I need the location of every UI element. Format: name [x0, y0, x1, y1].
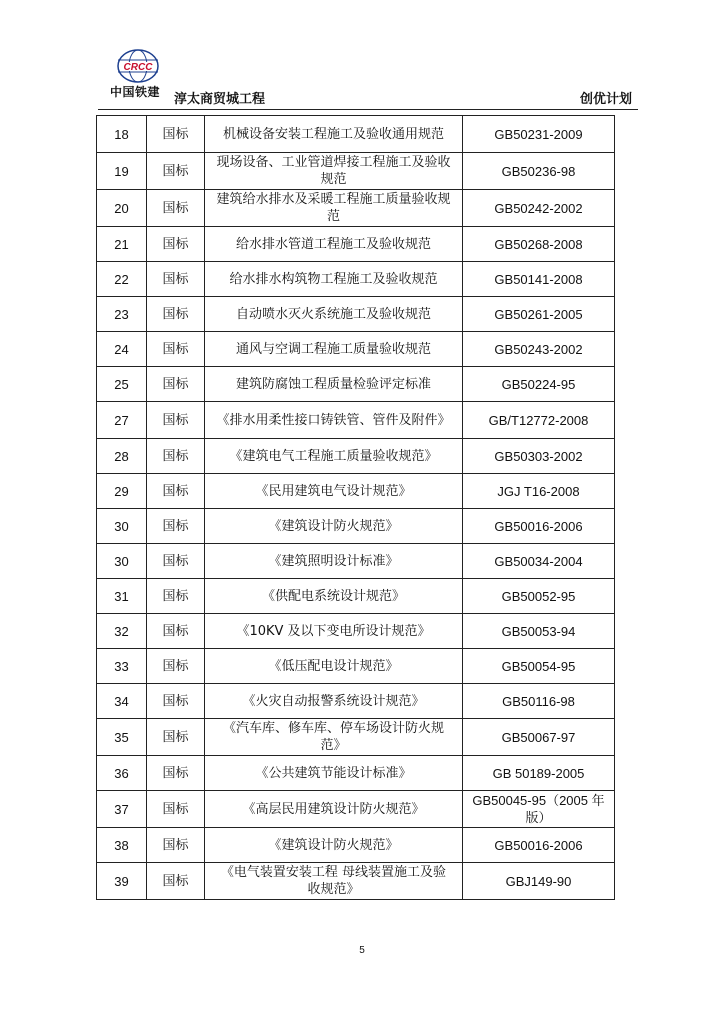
- standard-name: 《供配电系统设计规范》: [205, 579, 463, 614]
- standard-level: 国标: [147, 116, 205, 153]
- row-number: 29: [97, 474, 147, 509]
- standard-name: 《建筑电气工程施工质量验收规范》: [205, 439, 463, 474]
- crcc-logo-icon: [108, 46, 172, 86]
- table-row: [97, 439, 615, 474]
- standard-code: GB50016-2006: [463, 828, 615, 863]
- table-row: [97, 227, 615, 262]
- table-row: [97, 153, 615, 190]
- row-number: 20: [97, 190, 147, 227]
- standard-level: 国标: [147, 297, 205, 332]
- row-number: 31: [97, 579, 147, 614]
- table-row: [97, 262, 615, 297]
- standard-level: 国标: [147, 756, 205, 791]
- standard-name: 机械设备安装工程施工及验收通用规范: [205, 116, 463, 153]
- table-row: [97, 756, 615, 791]
- standard-name: 《电气装置安装工程 母线装置施工及验收规范》: [205, 863, 463, 900]
- standard-code: GB50236-98: [463, 153, 615, 190]
- standard-name: 《民用建筑电气设计规范》: [205, 474, 463, 509]
- document-title: 创优计划: [579, 92, 632, 107]
- standard-code: GB/T12772-2008: [463, 402, 615, 439]
- row-number: 23: [97, 297, 147, 332]
- standard-code: GB50303-2002: [463, 439, 615, 474]
- standard-code: GB50054-95: [463, 649, 615, 684]
- standard-level: 国标: [147, 332, 205, 367]
- row-number: 19: [97, 153, 147, 190]
- standard-level: 国标: [147, 439, 205, 474]
- table-row: [97, 863, 615, 900]
- row-number: 28: [97, 439, 147, 474]
- standard-name: 通风与空调工程施工质量验收规范: [205, 332, 463, 367]
- table-row: [97, 828, 615, 863]
- table-row: [97, 791, 615, 828]
- standard-level: 国标: [147, 153, 205, 190]
- page-number: 5: [359, 945, 365, 956]
- table-row: [97, 544, 615, 579]
- standard-level: 国标: [147, 402, 205, 439]
- standard-code: GB50261-2005: [463, 297, 615, 332]
- row-number: 35: [97, 719, 147, 756]
- row-number: 33: [97, 649, 147, 684]
- standard-level: 国标: [147, 791, 205, 828]
- table-row: [97, 116, 615, 153]
- standard-level: 国标: [147, 649, 205, 684]
- standard-code: GBJ149-90: [463, 863, 615, 900]
- standard-code: GB50231-2009: [463, 116, 615, 153]
- standard-code: GB50141-2008: [463, 262, 615, 297]
- standard-code: GB50016-2006: [463, 509, 615, 544]
- standard-name: 《10KV 及以下变电所设计规范》: [205, 614, 463, 649]
- row-number: 34: [97, 684, 147, 719]
- standard-name: 《公共建筑节能设计标准》: [205, 756, 463, 791]
- row-number: 37: [97, 791, 147, 828]
- standard-code: GB50034-2004: [463, 544, 615, 579]
- standard-level: 国标: [147, 227, 205, 262]
- row-number: 22: [97, 262, 147, 297]
- row-number: 36: [97, 756, 147, 791]
- standard-name: 建筑给水排水及采暖工程施工质量验收规范: [205, 190, 463, 227]
- row-number: 25: [97, 367, 147, 402]
- standard-name: 《建筑设计防火规范》: [205, 509, 463, 544]
- table-row: [97, 367, 615, 402]
- standard-level: 国标: [147, 262, 205, 297]
- standard-code: GB50116-98: [463, 684, 615, 719]
- table-row: [97, 579, 615, 614]
- standard-level: 国标: [147, 474, 205, 509]
- company-name: 中国铁建: [110, 85, 161, 99]
- standard-name: 建筑防腐蚀工程质量检验评定标准: [205, 367, 463, 402]
- standard-code: GB50224-95: [463, 367, 615, 402]
- standard-code: GB50243-2002: [463, 332, 615, 367]
- row-number: 21: [97, 227, 147, 262]
- standard-level: 国标: [147, 863, 205, 900]
- standard-name: 《火灾自动报警系统设计规范》: [205, 684, 463, 719]
- standards-table-body: [97, 116, 615, 900]
- table-row: [97, 402, 615, 439]
- standard-code: JGJ T16-2008: [463, 474, 615, 509]
- standard-name: 给水排水构筑物工程施工及验收规范: [205, 262, 463, 297]
- table-row: [97, 509, 615, 544]
- standard-name: 《建筑照明设计标准》: [205, 544, 463, 579]
- table-row: [97, 649, 615, 684]
- row-number: 39: [97, 863, 147, 900]
- row-number: 30: [97, 509, 147, 544]
- row-number: 30: [97, 544, 147, 579]
- standard-name: 现场设备、工业管道焊接工程施工及验收规范: [205, 153, 463, 190]
- standard-name: 《建筑设计防火规范》: [205, 828, 463, 863]
- standard-name: 给水排水管道工程施工及验收规范: [205, 227, 463, 262]
- standard-code: GB50067-97: [463, 719, 615, 756]
- standard-level: 国标: [147, 719, 205, 756]
- standard-level: 国标: [147, 190, 205, 227]
- standard-code: GB50268-2008: [463, 227, 615, 262]
- standard-level: 国标: [147, 684, 205, 719]
- row-number: 32: [97, 614, 147, 649]
- standard-name: 《低压配电设计规范》: [205, 649, 463, 684]
- table-row: [97, 614, 615, 649]
- standard-name: 《高层民用建筑设计防火规范》: [205, 791, 463, 828]
- standards-table: [96, 115, 615, 900]
- table-row: [97, 332, 615, 367]
- header-divider: [98, 109, 638, 110]
- row-number: 18: [97, 116, 147, 153]
- table-row: [97, 474, 615, 509]
- standard-name: 《排水用柔性接口铸铁管、管件及附件》: [205, 402, 463, 439]
- logo-mark: CRCC: [123, 62, 153, 73]
- standard-level: 国标: [147, 579, 205, 614]
- standard-level: 国标: [147, 614, 205, 649]
- table-row: [97, 719, 615, 756]
- standard-name: 《汽车库、修车库、停车场设计防火规范》: [205, 719, 463, 756]
- standard-code: GB50053-94: [463, 614, 615, 649]
- standard-name: 自动喷水灭火系统施工及验收规范: [205, 297, 463, 332]
- project-name: 淳太商贸城工程: [174, 92, 266, 107]
- standard-code: GB50052-95: [463, 579, 615, 614]
- standard-level: 国标: [147, 367, 205, 402]
- standard-level: 国标: [147, 509, 205, 544]
- standard-level: 国标: [147, 544, 205, 579]
- table-row: [97, 684, 615, 719]
- row-number: 38: [97, 828, 147, 863]
- standard-level: 国标: [147, 828, 205, 863]
- standard-code: GB50242-2002: [463, 190, 615, 227]
- row-number: 27: [97, 402, 147, 439]
- row-number: 24: [97, 332, 147, 367]
- table-row: [97, 297, 615, 332]
- standard-code: GB50045-95（2005 年版）: [463, 791, 615, 828]
- standard-code: GB 50189-2005: [463, 756, 615, 791]
- table-row: [97, 190, 615, 227]
